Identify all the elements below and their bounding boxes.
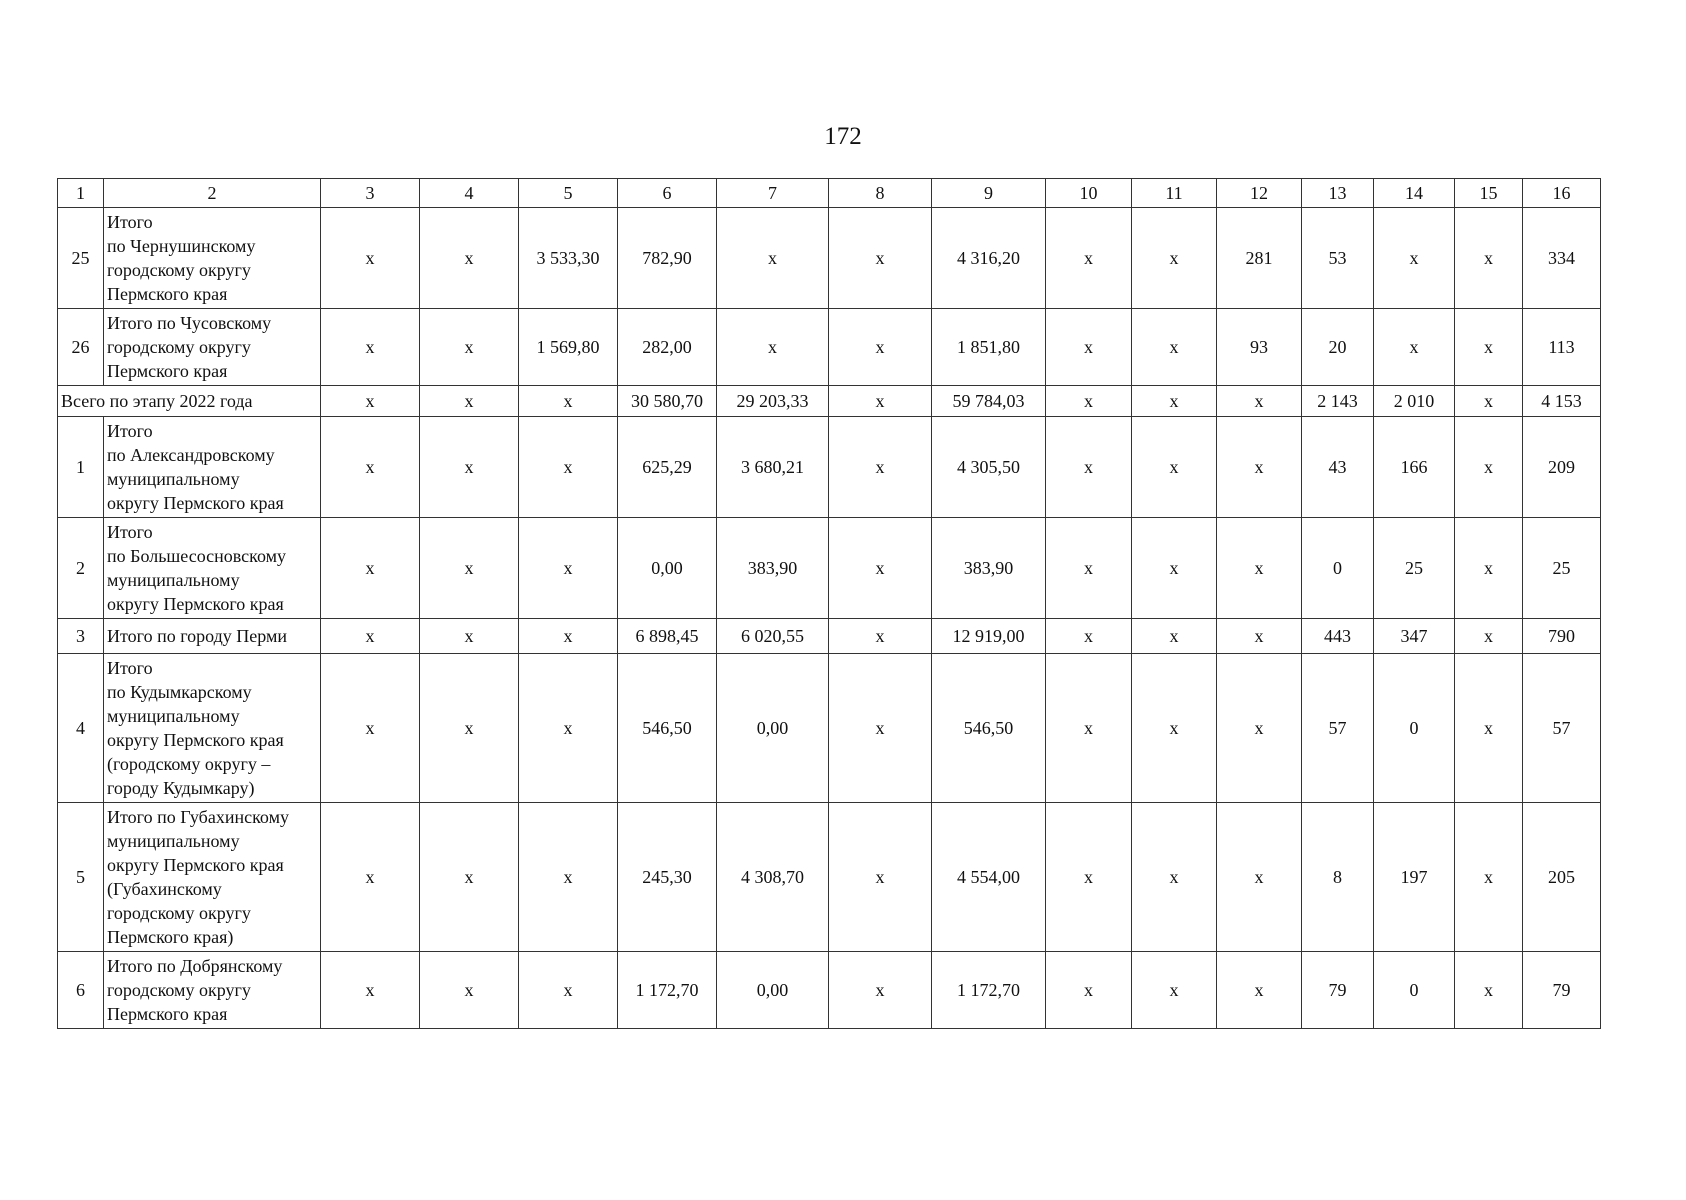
district-name: Итого по Губахинскому муниципальному округу Пермского края (Губахинскому городскому округу Пермского края) — [104, 803, 321, 952]
cell-c12: x — [1217, 952, 1302, 1029]
cell-c16: 334 — [1523, 208, 1601, 309]
cell-c12: 281 — [1217, 208, 1302, 309]
cell-c5: x — [519, 952, 618, 1029]
cell-c15: x — [1455, 309, 1523, 386]
district-name: Итого по Чернушинскому городскому округу Пермского края — [104, 208, 321, 309]
page-number: 172 — [824, 123, 862, 150]
cell-c9: 4 554,00 — [932, 803, 1046, 952]
cell-c16: 79 — [1523, 952, 1601, 1029]
cell-c10: x — [1046, 417, 1132, 518]
cell-c7: 383,90 — [717, 518, 829, 619]
cell-c5: x — [519, 654, 618, 803]
row-number: 6 — [58, 952, 104, 1029]
cell-c6: 625,29 — [618, 417, 717, 518]
total-cell-c5: x — [519, 386, 618, 417]
column-header: 12 — [1217, 179, 1302, 208]
total-cell-c14: 2 010 — [1374, 386, 1455, 417]
row-number: 4 — [58, 654, 104, 803]
cell-c3: x — [321, 803, 420, 952]
total-row — [58, 386, 1601, 417]
row-number: 26 — [58, 309, 104, 386]
cell-c15: x — [1455, 803, 1523, 952]
column-header: 1 — [58, 179, 104, 208]
total-cell-c10: x — [1046, 386, 1132, 417]
column-header: 3 — [321, 179, 420, 208]
cell-c15: x — [1455, 518, 1523, 619]
cell-c14: 347 — [1374, 619, 1455, 654]
cell-c6: 1 172,70 — [618, 952, 717, 1029]
cell-c12: x — [1217, 803, 1302, 952]
cell-c14: 25 — [1374, 518, 1455, 619]
cell-c14: x — [1374, 208, 1455, 309]
cell-c6: 282,00 — [618, 309, 717, 386]
district-name: Итого по Александровскому муниципальному округу Пермского края — [104, 417, 321, 518]
cell-c9: 12 919,00 — [932, 619, 1046, 654]
column-header: 9 — [932, 179, 1046, 208]
table-row — [58, 654, 1601, 803]
table-row — [58, 619, 1601, 654]
cell-c16: 57 — [1523, 654, 1601, 803]
column-header: 7 — [717, 179, 829, 208]
cell-c11: x — [1132, 619, 1217, 654]
cell-c9: 383,90 — [932, 518, 1046, 619]
cell-c9: 4 305,50 — [932, 417, 1046, 518]
cell-c12: x — [1217, 518, 1302, 619]
column-header: 5 — [519, 179, 618, 208]
cell-c11: x — [1132, 417, 1217, 518]
column-header: 13 — [1302, 179, 1374, 208]
cell-c7: 3 680,21 — [717, 417, 829, 518]
cell-c4: x — [420, 952, 519, 1029]
cell-c5: x — [519, 417, 618, 518]
cell-c9: 1 851,80 — [932, 309, 1046, 386]
row-number: 1 — [58, 417, 104, 518]
cell-c9: 4 316,20 — [932, 208, 1046, 309]
district-name: Итого по Чусовскому городскому округу Пермского края — [104, 309, 321, 386]
cell-c5: x — [519, 619, 618, 654]
total-cell-c12: x — [1217, 386, 1302, 417]
cell-c14: 166 — [1374, 417, 1455, 518]
cell-c3: x — [321, 619, 420, 654]
cell-c8: x — [829, 518, 932, 619]
column-header: 11 — [1132, 179, 1217, 208]
cell-c6: 6 898,45 — [618, 619, 717, 654]
cell-c8: x — [829, 309, 932, 386]
cell-c11: x — [1132, 208, 1217, 309]
district-name: Итого по городу Перми — [104, 619, 321, 654]
cell-c11: x — [1132, 952, 1217, 1029]
cell-c6: 245,30 — [618, 803, 717, 952]
cell-c12: 93 — [1217, 309, 1302, 386]
column-header: 8 — [829, 179, 932, 208]
cell-c9: 1 172,70 — [932, 952, 1046, 1029]
cell-c7: 0,00 — [717, 952, 829, 1029]
cell-c3: x — [321, 518, 420, 619]
total-cell-c16: 4 153 — [1523, 386, 1601, 417]
total-cell-c13: 2 143 — [1302, 386, 1374, 417]
cell-c11: x — [1132, 309, 1217, 386]
cell-c13: 43 — [1302, 417, 1374, 518]
total-cell-c9: 59 784,03 — [932, 386, 1046, 417]
cell-c15: x — [1455, 619, 1523, 654]
cell-c13: 0 — [1302, 518, 1374, 619]
cell-c15: x — [1455, 952, 1523, 1029]
cell-c7: x — [717, 309, 829, 386]
cell-c3: x — [321, 952, 420, 1029]
cell-c13: 53 — [1302, 208, 1374, 309]
cell-c5: x — [519, 803, 618, 952]
total-label: Всего по этапу 2022 года — [58, 386, 321, 417]
cell-c8: x — [829, 417, 932, 518]
table-row — [58, 518, 1601, 619]
cell-c4: x — [420, 309, 519, 386]
row-number: 5 — [58, 803, 104, 952]
row-number: 3 — [58, 619, 104, 654]
cell-c4: x — [420, 619, 519, 654]
cell-c14: 0 — [1374, 654, 1455, 803]
cell-c11: x — [1132, 654, 1217, 803]
total-cell-c6: 30 580,70 — [618, 386, 717, 417]
cell-c13: 57 — [1302, 654, 1374, 803]
cell-c10: x — [1046, 619, 1132, 654]
cell-c13: 79 — [1302, 952, 1374, 1029]
cell-c5: 3 533,30 — [519, 208, 618, 309]
cell-c4: x — [420, 417, 519, 518]
cell-c15: x — [1455, 654, 1523, 803]
cell-c15: x — [1455, 417, 1523, 518]
cell-c11: x — [1132, 803, 1217, 952]
cell-c10: x — [1046, 309, 1132, 386]
total-cell-c4: x — [420, 386, 519, 417]
cell-c16: 209 — [1523, 417, 1601, 518]
cell-c8: x — [829, 803, 932, 952]
row-number: 25 — [58, 208, 104, 309]
cell-c8: x — [829, 619, 932, 654]
cell-c13: 20 — [1302, 309, 1374, 386]
table-row — [58, 309, 1601, 386]
cell-c4: x — [420, 518, 519, 619]
cell-c4: x — [420, 208, 519, 309]
data-table — [57, 178, 1601, 1029]
cell-c5: x — [519, 518, 618, 619]
row-number: 2 — [58, 518, 104, 619]
cell-c16: 113 — [1523, 309, 1601, 386]
column-header: 10 — [1046, 179, 1132, 208]
total-cell-c8: x — [829, 386, 932, 417]
cell-c10: x — [1046, 208, 1132, 309]
cell-c14: x — [1374, 309, 1455, 386]
column-header: 4 — [420, 179, 519, 208]
total-cell-c15: x — [1455, 386, 1523, 417]
district-name: Итого по Большесосновскому муниципальному округу Пермского края — [104, 518, 321, 619]
cell-c10: x — [1046, 952, 1132, 1029]
table-row — [58, 417, 1601, 518]
cell-c16: 25 — [1523, 518, 1601, 619]
cell-c7: 0,00 — [717, 654, 829, 803]
cell-c3: x — [321, 309, 420, 386]
column-header: 15 — [1455, 179, 1523, 208]
cell-c15: x — [1455, 208, 1523, 309]
cell-c7: 6 020,55 — [717, 619, 829, 654]
cell-c3: x — [321, 654, 420, 803]
cell-c14: 197 — [1374, 803, 1455, 952]
cell-c12: x — [1217, 417, 1302, 518]
cell-c10: x — [1046, 654, 1132, 803]
cell-c14: 0 — [1374, 952, 1455, 1029]
cell-c4: x — [420, 654, 519, 803]
district-name: Итого по Кудымкарскому муниципальному округу Пермского края (городскому округу – городу Кудымкару) — [104, 654, 321, 803]
cell-c4: x — [420, 803, 519, 952]
cell-c16: 790 — [1523, 619, 1601, 654]
column-header: 2 — [104, 179, 321, 208]
cell-c12: x — [1217, 654, 1302, 803]
cell-c13: 443 — [1302, 619, 1374, 654]
cell-c16: 205 — [1523, 803, 1601, 952]
cell-c6: 0,00 — [618, 518, 717, 619]
cell-c10: x — [1046, 518, 1132, 619]
column-header: 6 — [618, 179, 717, 208]
cell-c13: 8 — [1302, 803, 1374, 952]
table-row — [58, 952, 1601, 1029]
column-header: 14 — [1374, 179, 1455, 208]
total-cell-c7: 29 203,33 — [717, 386, 829, 417]
total-cell-c3: x — [321, 386, 420, 417]
cell-c9: 546,50 — [932, 654, 1046, 803]
table-row — [58, 208, 1601, 309]
cell-c12: x — [1217, 619, 1302, 654]
cell-c3: x — [321, 417, 420, 518]
cell-c7: x — [717, 208, 829, 309]
cell-c3: x — [321, 208, 420, 309]
cell-c6: 546,50 — [618, 654, 717, 803]
column-number-row — [58, 179, 1601, 208]
cell-c8: x — [829, 952, 932, 1029]
table-row — [58, 803, 1601, 952]
cell-c7: 4 308,70 — [717, 803, 829, 952]
column-header: 16 — [1523, 179, 1601, 208]
cell-c11: x — [1132, 518, 1217, 619]
district-name: Итого по Добрянскому городскому округу Пермского края — [104, 952, 321, 1029]
cell-c6: 782,90 — [618, 208, 717, 309]
cell-c10: x — [1046, 803, 1132, 952]
cell-c5: 1 569,80 — [519, 309, 618, 386]
cell-c8: x — [829, 208, 932, 309]
total-cell-c11: x — [1132, 386, 1217, 417]
cell-c8: x — [829, 654, 932, 803]
